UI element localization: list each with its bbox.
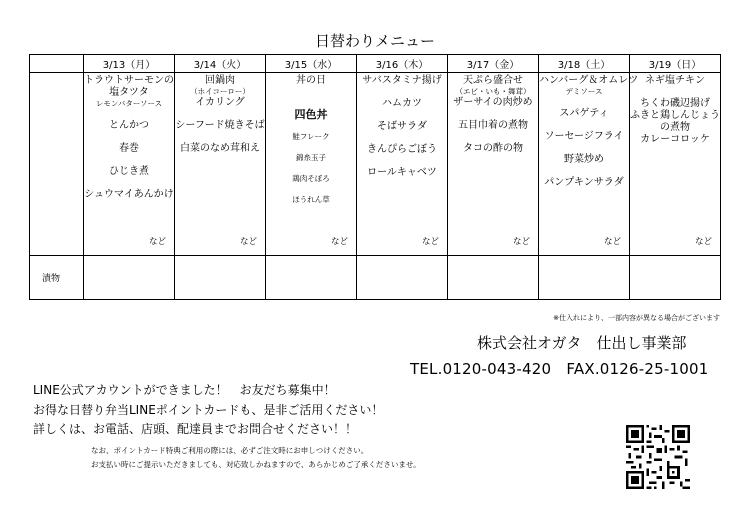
menu-item: ふきと鶏しんじょう xyxy=(630,110,720,121)
menu-item: サバスタミナ揚げ xyxy=(362,75,442,86)
menu-item: 鮭フレーク xyxy=(292,132,330,141)
menu-item: ザーサイの肉炒め xyxy=(453,97,533,108)
line-message: 詳しくは、お電話、店頭、配達員までお問合せください！！ xyxy=(33,422,358,436)
menu-item: パンプキンサラダ xyxy=(544,177,624,188)
contact-numbers: TEL.0120-043-420 FAX.0126-25-1001 xyxy=(410,360,709,378)
line-message: LINE公式アカウントができました！ お友だち募集中！ xyxy=(33,383,336,397)
menu-cell xyxy=(539,73,639,256)
page-title: 日替わりメニュー xyxy=(314,32,435,50)
date-header-row xyxy=(30,55,721,73)
spacer xyxy=(266,142,356,153)
menu-item: 四色丼 xyxy=(294,108,328,121)
menu-item: カレーコロッケ xyxy=(640,134,710,145)
menu-cell xyxy=(175,73,266,256)
pickles-cell xyxy=(539,256,630,300)
menu-item: ハムカツ xyxy=(382,98,422,109)
menu-item: ちくわ磯辺揚げ xyxy=(640,98,710,109)
pickles-cell xyxy=(175,256,266,300)
etc-label: など xyxy=(421,237,439,247)
menu-item: ネギ塩チキン xyxy=(645,75,705,86)
menu-item: 塩タツタ xyxy=(109,87,149,98)
pickles-row xyxy=(30,256,721,300)
menu-item: ソーセージフライ xyxy=(544,131,624,142)
spacer xyxy=(266,163,356,174)
spacer xyxy=(448,109,538,120)
date-header: 3/13（月） xyxy=(84,55,175,73)
spacer xyxy=(175,132,265,143)
menu-cell xyxy=(357,73,448,256)
spacer xyxy=(266,121,356,132)
spacer xyxy=(266,184,356,195)
spacer xyxy=(84,155,174,166)
menu-row xyxy=(30,73,721,256)
menu-item: そばサラダ xyxy=(377,121,427,132)
spacer xyxy=(539,166,629,177)
spacer xyxy=(630,87,720,98)
menu-item: （エビ・いも・舞茸） xyxy=(455,87,531,96)
spacer xyxy=(84,178,174,189)
date-header: 3/18（土） xyxy=(539,55,630,73)
spacer xyxy=(84,109,174,120)
etc-label: など xyxy=(603,237,621,247)
menu-item: の煮物 xyxy=(660,122,690,133)
company-name: 株式会社オガタ 仕出し事業部 xyxy=(477,334,687,352)
menu-item: 天ぷら盛合せ xyxy=(463,75,523,86)
spacer xyxy=(539,143,629,154)
pickles-cell xyxy=(448,256,539,300)
menu-item: 回鍋肉 xyxy=(205,75,235,86)
corner-cell xyxy=(30,55,84,73)
menu-item: シュウマイあんかけ xyxy=(84,189,174,200)
menu-cell xyxy=(84,73,175,256)
spacer xyxy=(357,87,447,98)
menu-item: シーフード焼きそば xyxy=(175,120,265,131)
spacer xyxy=(357,133,447,144)
label-cell xyxy=(30,73,84,256)
line-message: お得な日替り弁当LINEポイントカードも、是非ご活用ください！ xyxy=(33,403,384,417)
pickles-cell xyxy=(357,256,448,300)
menu-item: イカリング xyxy=(195,97,245,108)
spacer xyxy=(357,156,447,167)
menu-item: きんぴらごぼう xyxy=(367,144,437,155)
etc-label: など xyxy=(239,237,257,247)
menu-item: 野菜炒め xyxy=(564,154,604,165)
menu-item: トラウトサーモンの xyxy=(84,75,174,86)
pickles-cell xyxy=(630,256,721,300)
spacer xyxy=(539,97,629,108)
menu-cell xyxy=(266,73,357,256)
footnote: なお、ポイントカード特典ご利用の際には、必ずご注文時にお申しつけください。 xyxy=(91,446,369,455)
footnote: お支払い時にご提示いただきましても、対応致しかねますので、あらかじめご了承くださいませ。 xyxy=(91,460,421,469)
etc-label: など xyxy=(694,237,712,247)
menu-item: ハンバーグ＆オムレツ xyxy=(539,75,639,86)
menu-item: ロールキャベツ xyxy=(367,167,437,178)
menu-item: 鶏肉そぼろ xyxy=(292,174,330,183)
spacer xyxy=(357,110,447,121)
menu-item: 丼の日 xyxy=(296,75,326,86)
qr-code xyxy=(626,425,690,489)
etc-label: など xyxy=(148,237,166,247)
spacer xyxy=(539,120,629,131)
date-header: 3/19（日） xyxy=(630,55,721,73)
menu-item: 錦糸玉子 xyxy=(296,153,326,162)
menu-cell xyxy=(630,73,721,256)
date-header: 3/15（水） xyxy=(266,55,357,73)
menu-item: デミソース xyxy=(565,87,603,96)
menu-item: スパゲティ xyxy=(559,108,609,119)
spacer xyxy=(175,109,265,120)
pickles-label: 漬物 xyxy=(30,256,84,300)
date-header: 3/16（木） xyxy=(357,55,448,73)
menu-item: （ホイコーロー） xyxy=(190,87,250,96)
spacer xyxy=(448,132,538,143)
menu-item: とんかつ xyxy=(109,120,149,131)
menu-item: ひじき煮 xyxy=(109,166,149,177)
menu-item: タコの酢の物 xyxy=(463,143,523,154)
etc-label: など xyxy=(330,237,348,247)
menu-item: ほうれん草 xyxy=(292,195,330,204)
date-header: 3/14（火） xyxy=(175,55,266,73)
pickles-cell xyxy=(266,256,357,300)
menu-item: 春巻 xyxy=(119,143,139,154)
menu-cell xyxy=(448,73,539,256)
supply-note: ※仕入れにより、一部内容が異なる場合がございます xyxy=(553,314,720,322)
menu-item: レモンバターソース xyxy=(95,99,163,108)
spacer xyxy=(84,132,174,143)
menu-table xyxy=(29,54,721,300)
pickles-cell xyxy=(84,256,175,300)
date-header: 3/17（金） xyxy=(448,55,539,73)
menu-item: 五目巾着の煮物 xyxy=(458,120,528,131)
spacer xyxy=(266,87,356,98)
etc-label: など xyxy=(512,237,530,247)
menu-item: 白菜のなめ茸和え xyxy=(180,143,260,154)
